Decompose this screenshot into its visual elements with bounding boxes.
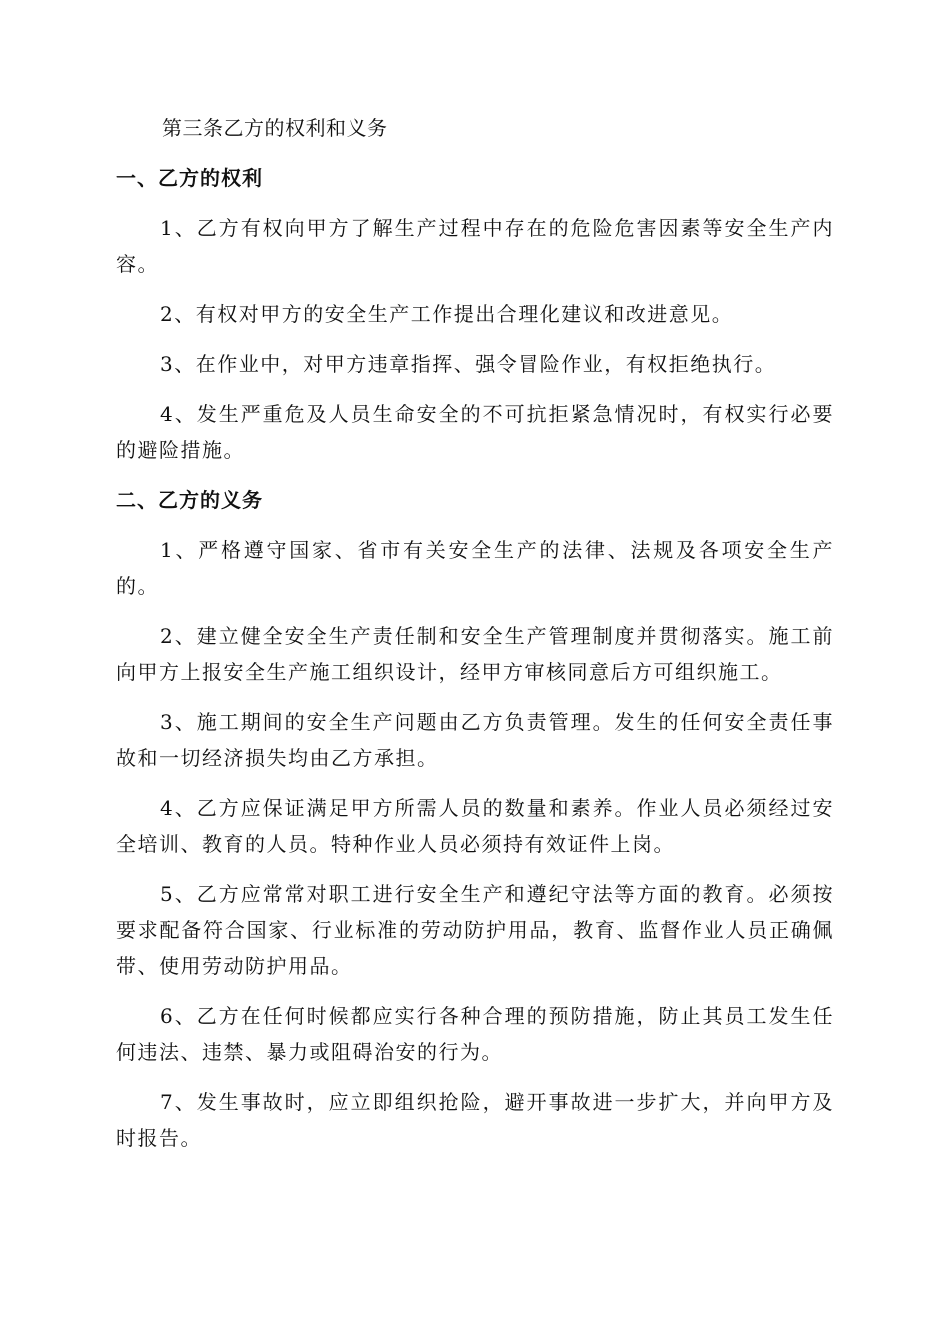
obligations-paragraph-3: 3、施工期间的安全生产问题由乙方负责管理。发生的任何安全责任事故和一切经济损失均由乙方承担。: [116, 710, 834, 770]
obligations-paragraph-6: 6、乙方在任何时候都应实行各种合理的预防措施，防止其员工发生任何违法、违禁、暴力或阻碍治安的行为。: [116, 1004, 834, 1064]
obligations-paragraph-5: 5、乙方应常常对职工进行安全生产和遵纪守法等方面的教育。必须按要求配备符合国家、行业标准的劳动防护用品，教育、监督作业人员正确佩带、使用劳动防护用品。: [116, 882, 834, 978]
article-title: 第三条乙方的权利和义务: [162, 116, 388, 140]
obligations-paragraph-7: 7、发生事故时，应立即组织抢险，避开事故进一步扩大，并向甲方及时报告。: [116, 1090, 834, 1150]
obligations-paragraph-1: 1、严格遵守国家、省市有关安全生产的法律、法规及各项安全生产的。: [116, 538, 834, 598]
section-heading-rights: 一、乙方的权利: [116, 166, 263, 190]
section-heading-obligations: 二、乙方的义务: [116, 488, 263, 512]
document-page: [116, 110, 834, 1170]
rights-paragraph-2: 2、有权对甲方的安全生产工作提出合理化建议和改进意见。: [160, 302, 734, 326]
rights-paragraph-1: 1、乙方有权向甲方了解生产过程中存在的危险危害因素等安全生产内容。: [116, 216, 834, 276]
rights-paragraph-4: 4、发生严重危及人员生命安全的不可抗拒紧急情况时，有权实行必要的避险措施。: [116, 402, 834, 462]
obligations-paragraph-4: 4、乙方应保证满足甲方所需人员的数量和素养。作业人员必须经过安全培训、教育的人员。特种作业人员必须持有效证件上岗。: [116, 796, 834, 856]
rights-paragraph-3: 3、在作业中，对甲方违章指挥、强令冒险作业，有权拒绝执行。: [160, 352, 777, 376]
obligations-paragraph-2: 2、建立健全安全生产责任制和安全生产管理制度并贯彻落实。施工前向甲方上报安全生产施工组织设计，经甲方审核同意后方可组织施工。: [116, 624, 834, 684]
